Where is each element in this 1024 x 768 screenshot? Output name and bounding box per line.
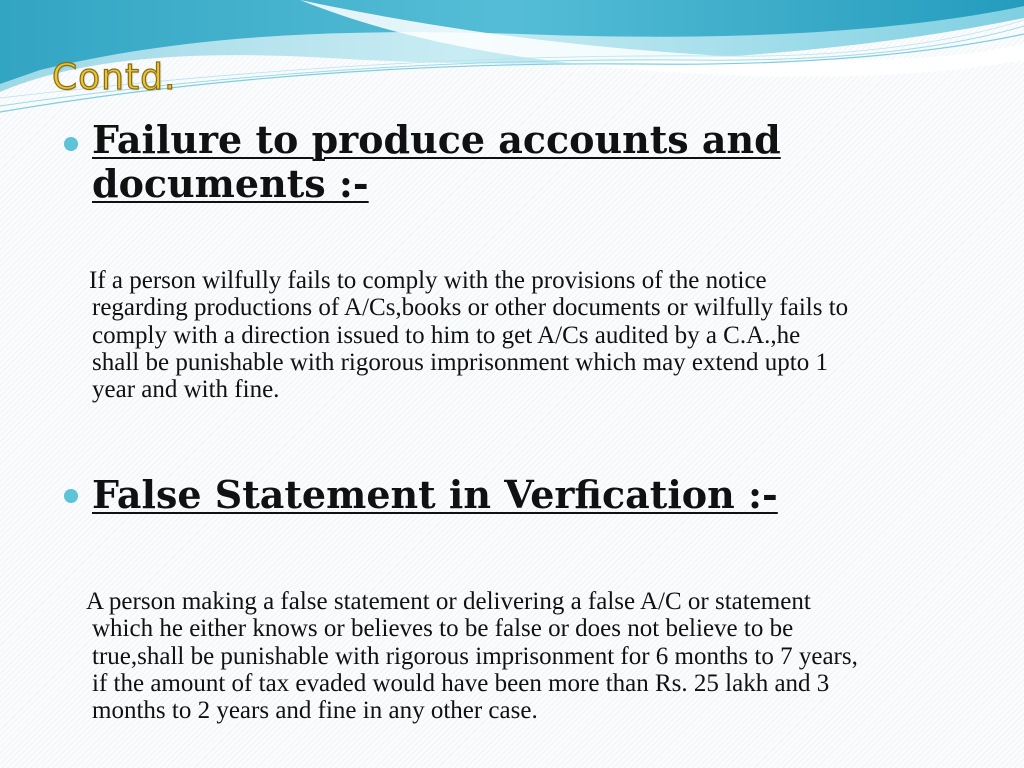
section-heading-failure-to-produce: Failure to produce accounts and documents :- bbox=[92, 117, 781, 206]
section-body-failure-to-produce: If a person wilfully fails to comply with the provisions of the notice regarding productions of A/Cs,books or other documents or wilfully fails to comply with a direction issued to him to get A/Cs audited by a C.A.,he shall be punishable with rigorous imprisonment which may extend upto 1 year and with fine. bbox=[89, 267, 849, 404]
section-heading-false-statement: False Statement in Verfication :- bbox=[92, 472, 778, 517]
bullet-icon bbox=[64, 489, 78, 503]
section-body-false-statement: A person making a false statement or delivering a false A/C or statement which he either knows or believes to be false or does not believe to be true,shall be punishable with rigorous imprisonment for 6 months to 7 years, if the amount of tax evaded would have been more than Rs. 25 lakh and 3 months to 2 years and fine in any other case. bbox=[86, 588, 858, 725]
slide-title: Contd. bbox=[52, 57, 177, 98]
bullet-icon bbox=[64, 137, 78, 151]
